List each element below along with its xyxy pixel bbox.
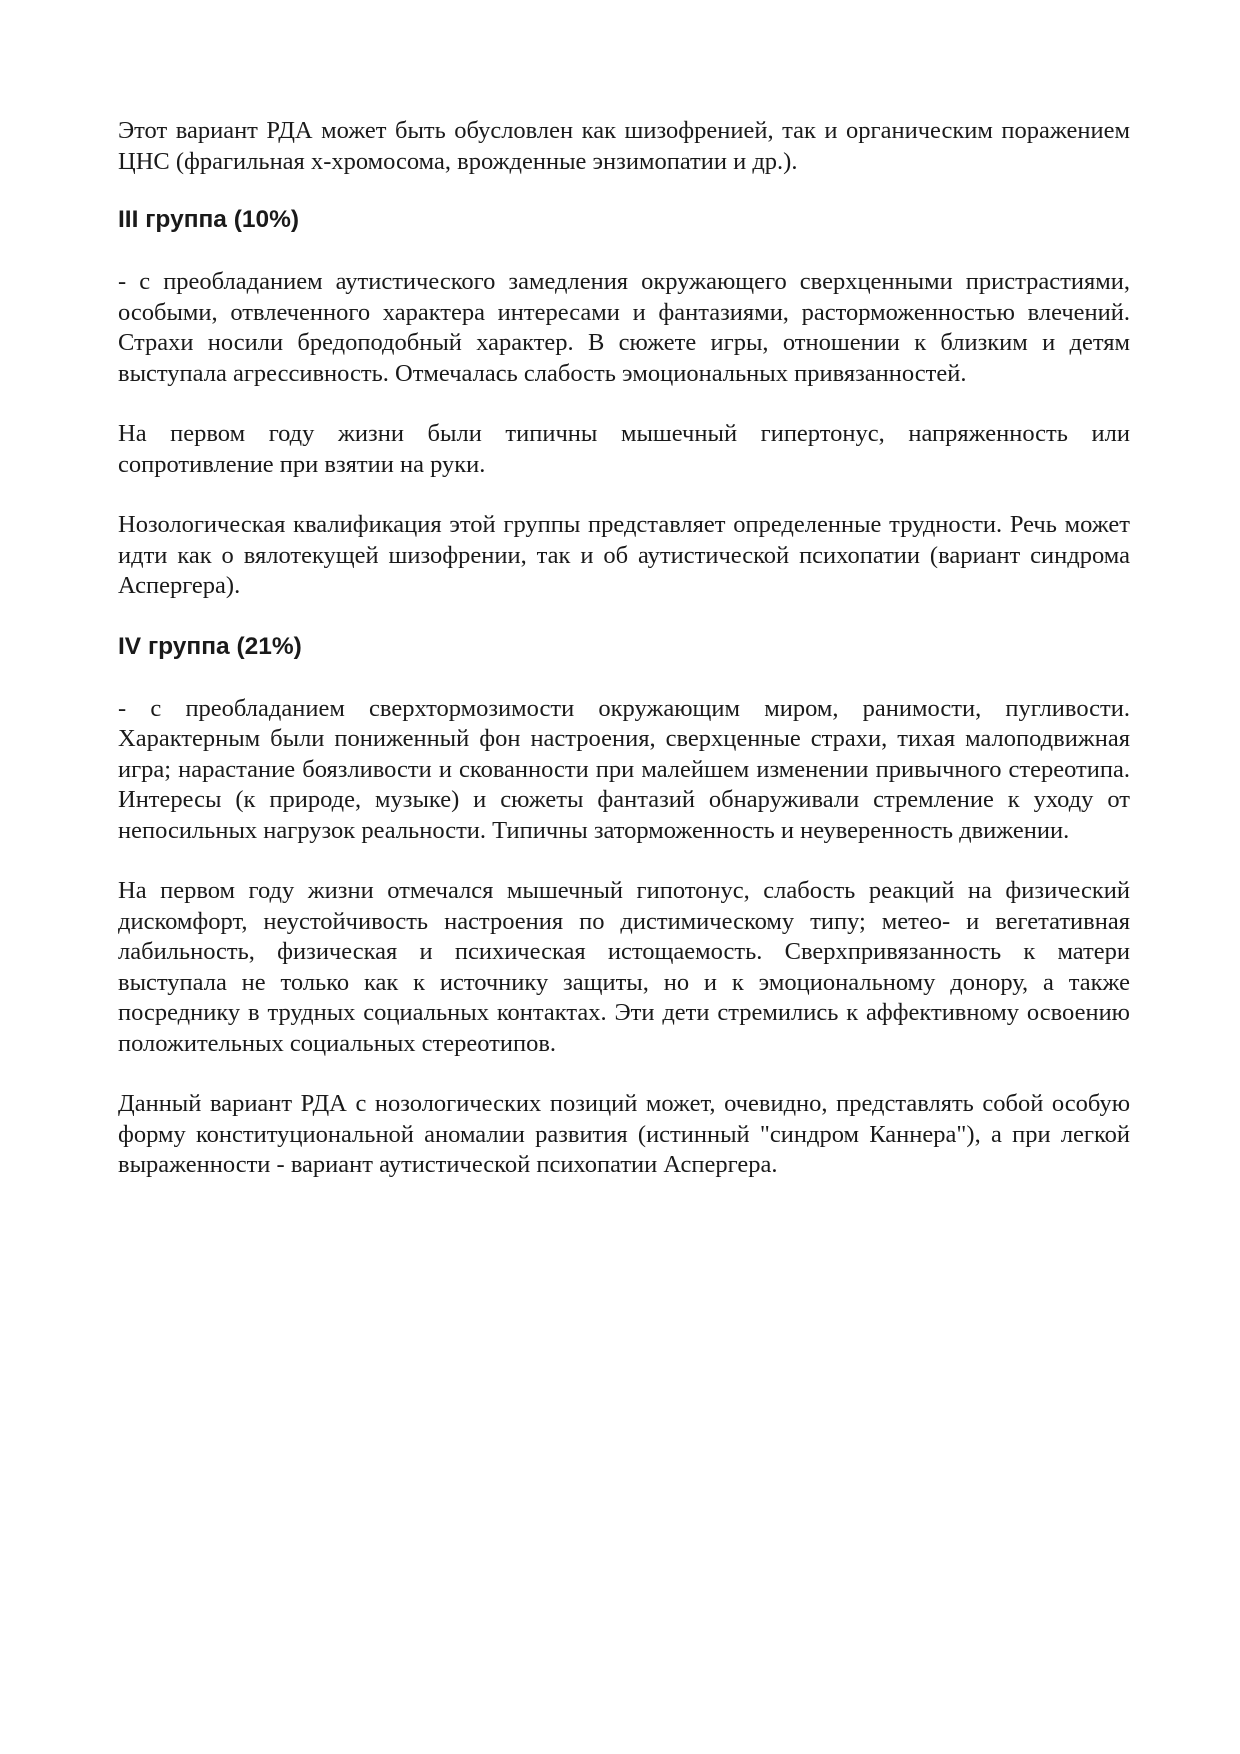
paragraph-group-4-nosology: Данный вариант РДА с нозологических позиций может, очевидно, представлять собой особую форму конституциональной аномалии развития (истинный "синдром Каннера"), а при легкой выраженности - вариант аутистической психопатии Аспергера. [118,1090,1130,1178]
paragraph-group-4-first-year: На первом году жизни отмечался мышечный гипотонус, слабость реакций на физический дискомфорт, неустойчивость настроения по дистимическому типу; метео- и вегетативная лабильность, физическая и психическая истощаемость. Сверхпривязанность к матери выступала не только как к источнику защиты, но и к эмоциональному донору, а также посреднику в трудных социальных контактах. Эти дети стремились к аффективному освоению положительных социальных стереотипов. [118,877,1130,1057]
paragraph-group-3-first-year: На первом году жизни были типичны мышечный гипертонус, напряженность или сопротивление при взятии на руки. [118,420,1130,478]
heading-group-4: IV группа (21%) [118,632,302,660]
paragraph-rda-etiology: Этот вариант РДА может быть обусловлен как шизофренией, так и органическим поражением ЦНС (фрагильная х-хромосома, врожденные энзимопатии и др.). [118,117,1130,175]
paragraph-group-4-description: - с преобладанием сверхтормозимости окружающим миром, ранимости, пугливости. Характерным были пониженный фон настроения, сверхценные страхи, тихая малоподвижная игра; нарастание боязливости и скованности при малейшем изменении привычного стереотипа. Интересы (к природе, музыке) и сюжеты фантазий обнаруживали стремление к уходу от непосильных нагрузок реальности. Типичны заторможенность и неуверенность движении. [118,694,1130,844]
paragraph-group-3-description: - с преобладанием аутистического замедления окружающего сверхценными пристрастиями, особыми, отвлеченного характера интересами и фантазиями, расторможенностью влечений. Страхи носили бредоподобный характер. В сюжете игры, отношении к близким и детям выступала агрессивность. Отмечалась слабость эмоциональных привязанностей. [118,268,1130,387]
heading-group-3: III группа (10%) [118,206,300,233]
document-page [118,116,1130,1211]
paragraph-group-3-nosology: Нозологическая квалификация этой группы представляет определенные трудности. Речь может идти как о вялотекущей шизофрении, так и об аутистической психопатии (вариант синдрома Аспергера). [118,511,1130,599]
